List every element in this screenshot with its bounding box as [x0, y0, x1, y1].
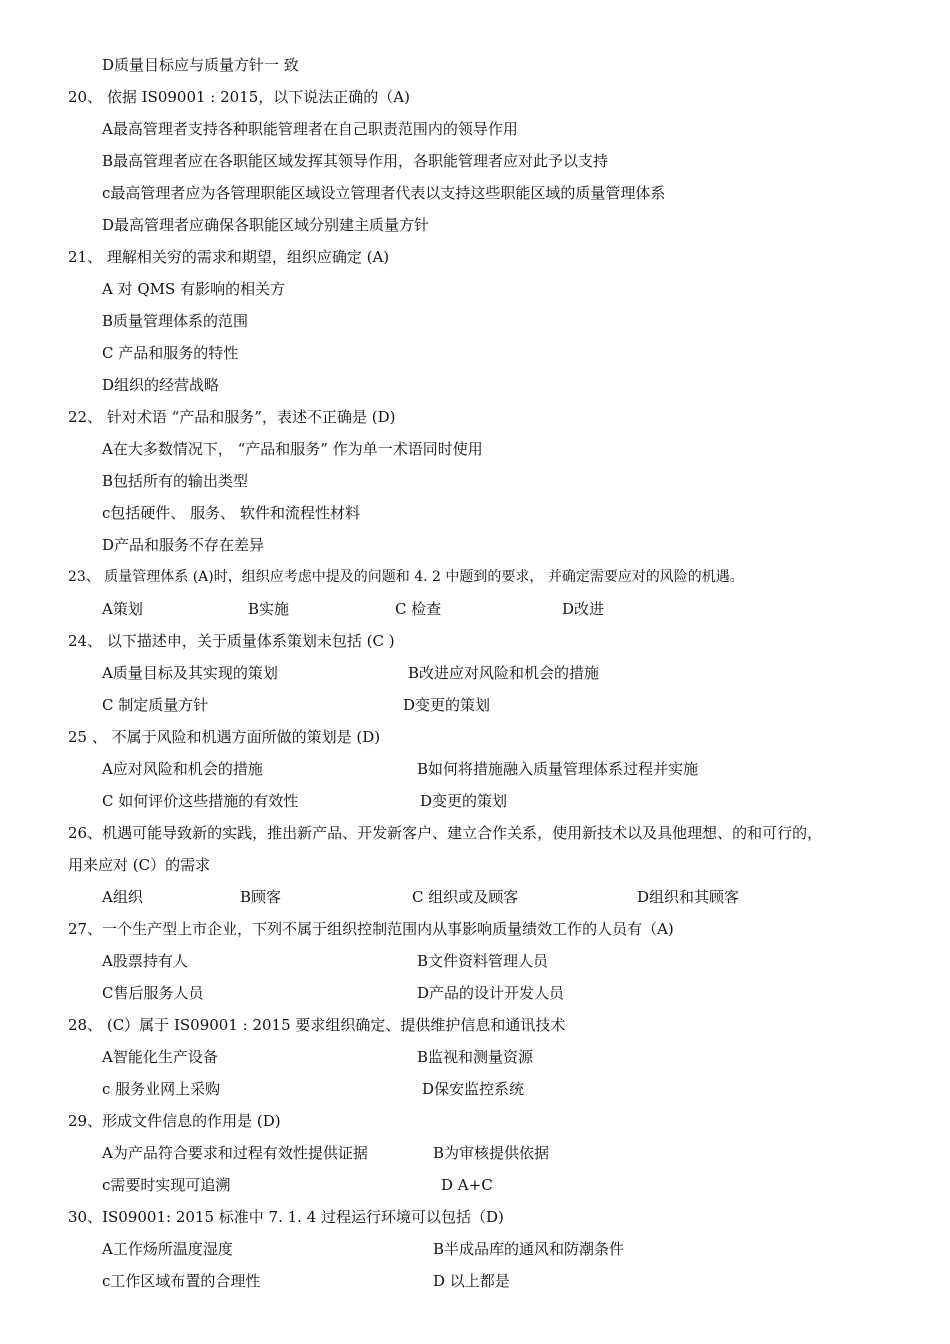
question-text: 23、 质量管理体系 (A)时，组织应考虑中提及的问题和 4. 2 中题到的要求， 并确定需要应对的风险的机遇。: [68, 569, 744, 585]
option-text: B半成品库的通风和防潮条件: [433, 1240, 625, 1258]
option-text: B质量管理体系的范围: [102, 312, 249, 330]
option-text: B包括所有的输出类型: [102, 472, 249, 490]
question-text: 29、形成文件信息的作用是 (D): [68, 1112, 281, 1130]
question-text: 28、 (C）属于 IS09001 : 2015 要求组织确定、提供维护信息和通讯技术: [68, 1016, 566, 1034]
option-text: A股票持有人: [102, 952, 188, 970]
option-text: B实施: [248, 600, 290, 618]
question-text: 21、 理解相关穷的需求和期望，组织应确定 (A): [68, 248, 390, 266]
option-text: c工作区域布置的合理性: [102, 1272, 261, 1290]
question-text: 20、 依据 IS09001 : 2015，以下说法正确的（A): [68, 88, 410, 106]
option-text: C 如何评价这些措施的有效性: [102, 792, 299, 810]
question-text: 24、 以下描述申，关于质量体系策划未包括 (C ): [68, 632, 395, 650]
question-text: 用来应对 (C）的需求: [68, 856, 211, 874]
option-text: D最高管理者应确保各职能区域分别建主质量方针: [102, 216, 430, 234]
option-text: c需要时实现可追溯: [102, 1176, 231, 1194]
option-text: A应对风险和机会的措施: [102, 760, 263, 778]
option-text: C 产品和服务的特性: [102, 344, 239, 362]
option-text: B顾客: [240, 888, 282, 906]
question-text: 22、 针对术语 “产品和服务”，表述不正确是 (D): [68, 408, 396, 426]
option-text: C售后服务人员: [102, 984, 204, 1002]
option-text: A智能化生产设备: [102, 1048, 218, 1066]
option-text: c 服务业网上采购: [102, 1080, 221, 1098]
option-text: c最高管理者应为各管理职能区域设立管理者代表以支持这些职能区域的质量管理体系: [102, 184, 666, 202]
option-text: C 组织或及顾客: [412, 888, 519, 906]
option-text: C 制定质量方针: [102, 696, 209, 714]
option-text: D组织和其顾客: [637, 888, 740, 906]
option-text: A最高管理者支持各种职能管理者在自己职责范围内的领导作用: [102, 120, 518, 138]
option-text: A在大多数情况下， “产品和服务” 作为单一术语同时使用: [102, 440, 483, 458]
option-text: C 检查: [395, 600, 442, 618]
option-text: B如何将措施融入质量管理体系过程并实施: [417, 760, 699, 778]
option-text: B改进应对风险和机会的措施: [408, 664, 600, 682]
option-text: A组织: [102, 888, 143, 906]
option-text: D质量目标应与质量方针一 致: [102, 56, 299, 74]
option-text: B最高管理者应在各职能区域发挥其领导作用，各职能管理者应对此予以支持: [102, 152, 609, 170]
option-text: D变更的策划: [420, 792, 508, 810]
option-text: D A+C: [441, 1176, 493, 1194]
option-text: D改进: [562, 600, 605, 618]
option-text: D 以上都是: [433, 1272, 510, 1290]
option-text: D产品的设计开发人员: [417, 984, 565, 1002]
option-text: B为审核提供依据: [433, 1144, 550, 1162]
option-text: A工作炀所温度湿度: [102, 1240, 233, 1258]
question-text: 25 、 不属于风险和机遇方面所做的策划是 (D): [68, 728, 381, 746]
question-text: 27、一个生产型上市企业，下列不属于组织控制范围内从事影响质量绩效工作的人员有（A): [68, 920, 674, 938]
option-text: D保安监控系统: [422, 1080, 525, 1098]
option-text: A 对 QMS 有影响的相关方: [102, 280, 286, 298]
question-text: 30、IS09001: 2015 标准中 7. 1. 4 过程运行环境可以包括（D): [68, 1208, 504, 1226]
option-text: D组织的经营战略: [102, 376, 220, 394]
option-text: B监视和测量资源: [417, 1048, 534, 1066]
option-text: c包括硬件、 服务、 软件和流程性材料: [102, 504, 360, 522]
option-text: A质量目标及其实现的策划: [102, 664, 278, 682]
option-text: D产品和服务不存在差异: [102, 536, 265, 554]
option-text: A为产品符合要求和过程有效性提供证据: [102, 1144, 368, 1162]
option-text: D变更的策划: [403, 696, 491, 714]
option-text: B文件资料管理人员: [417, 952, 549, 970]
question-text: 26、机遇可能导致新的实践，推出新产品、开发新客户、建立合作关系，使用新技术以及具他理想、的和可行的，: [68, 824, 823, 842]
option-text: A策划: [102, 600, 143, 618]
